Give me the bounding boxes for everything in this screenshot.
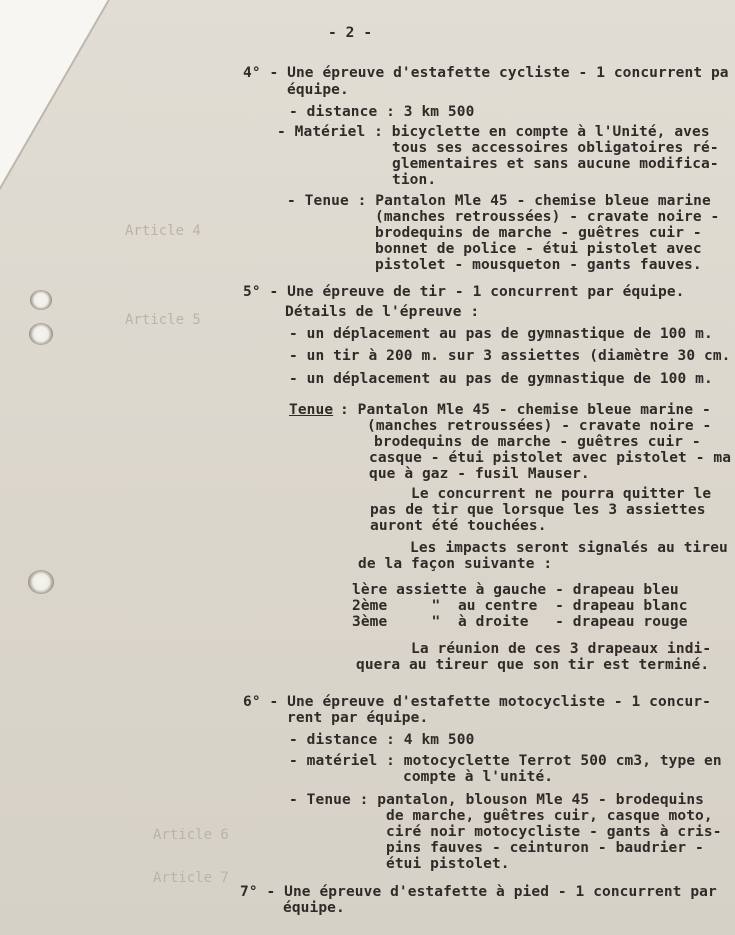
section-5-detail-item: - un déplacement au pas de gymnastique de 100 m. [289,326,713,342]
section-4-distance: - distance : 3 km 500 [289,104,475,120]
section-4-tenue-line: bonnet de police - étui pistolet avec [375,241,702,257]
section-4-heading-cont: équipe. [287,82,349,98]
punch-hole-top [30,290,52,310]
section-6-tenue-line: ciré noir motocycliste - gants à cris- [386,824,722,840]
section-5-flag-row: 3ème " à droite - drapeau rouge [352,614,688,630]
section-4-tenue-line: pistolet - mousqueton - gants fauves. [375,257,702,273]
section-5-paragraph-line: de la façon suivante : [358,556,553,572]
section-4-heading: 4° - Une épreuve d'estafette cycliste - 1 concurrent pa [243,65,729,81]
section-5-paragraph-line: pas de tir que lorsque les 3 assiettes [370,502,706,518]
section-5-paragraph: La réunion de ces 3 drapeaux indi- [411,641,712,657]
page-number: - 2 - [328,25,373,41]
section-5-tenue-label: Tenue [289,402,334,418]
bleed-through-article6: Article 6 [153,827,229,843]
section-5-paragraph-line: quera au tireur que son tir est terminé. [356,657,710,673]
section-6-tenue-line: de marche, guêtres cuir, casque moto, [386,808,713,824]
section-5-tenue-line: brodequins de marche - guêtres cuir - [374,434,701,450]
punch-hole-middle [29,323,53,345]
section-7-heading-cont: équipe. [283,900,345,916]
section-5-paragraph: Les impacts seront signalés au tireu [410,540,728,556]
section-5-detail-item: - un tir à 200 m. sur 3 assiettes (diamètre 30 cm. [289,348,731,364]
section-6-heading-cont: rent par équipe. [287,710,429,726]
bleed-through-article7: Article 7 [153,870,229,886]
section-4-materiel: - Matériel : bicyclette en compte à l'Unité, aves [277,124,710,140]
section-5-flag-row: lère assiette à gauche - drapeau bleu [352,582,679,598]
section-4-tenue-line: (manches retroussées) - cravate noire - [375,209,720,225]
section-6-materiel-line: compte à l'unité. [403,769,554,785]
section-6-tenue-line: étui pistolet. [386,856,510,872]
section-4-materiel-line: glementaires et sans aucune modifica- [392,156,719,172]
section-5-details-heading: Détails de l'épreuve : [285,304,480,320]
section-5-tenue-line: que à gaz - fusil Mauser. [369,466,590,482]
section-5-tenue-line: (manches retroussées) - cravate noire - [367,418,712,434]
bleed-through-article4: Article 4 [125,223,201,239]
punch-hole-bottom [28,570,54,594]
section-5-heading: 5° - Une épreuve de tir - 1 concurrent par équipe. [243,284,685,300]
section-6-heading: 6° - Une épreuve d'estafette motocycliste - 1 concur- [243,694,711,710]
section-4-materiel-line: tous ses accessoires obligatoires ré- [392,140,719,156]
section-6-tenue: - Tenue : pantalon, blouson Mle 45 - brodequins [289,792,704,808]
section-4-tenue-line: brodequins de marche - guêtres cuir - [375,225,702,241]
section-4-tenue: - Tenue : Pantalon Mle 45 - chemise bleue marine [287,193,711,209]
section-5-paragraph: Le concurrent ne pourra quitter le [411,486,712,502]
section-6-tenue-line: pins fauves - ceinturon - baudrier - [386,840,704,856]
section-7-heading: 7° - Une épreuve d'estafette à pied - 1 concurrent par [240,884,717,900]
section-4-materiel-line: tion. [392,172,437,188]
section-5-paragraph-line: auront été touchées. [370,518,547,534]
section-6-materiel: - matériel : motocyclette Terrot 500 cm3, type en [289,753,722,769]
section-6-distance: - distance : 4 km 500 [289,732,475,748]
section-5-flag-row: 2ème " au centre - drapeau blanc [352,598,688,614]
section-5-tenue-line: casque - étui pistolet avec pistolet - ma [369,450,732,466]
bleed-through-article5: Article 5 [125,312,201,328]
section-5-tenue: : Pantalon Mle 45 - chemise bleue marine - [340,402,711,418]
section-5-detail-item: - un déplacement au pas de gymnastique de 100 m. [289,371,713,387]
